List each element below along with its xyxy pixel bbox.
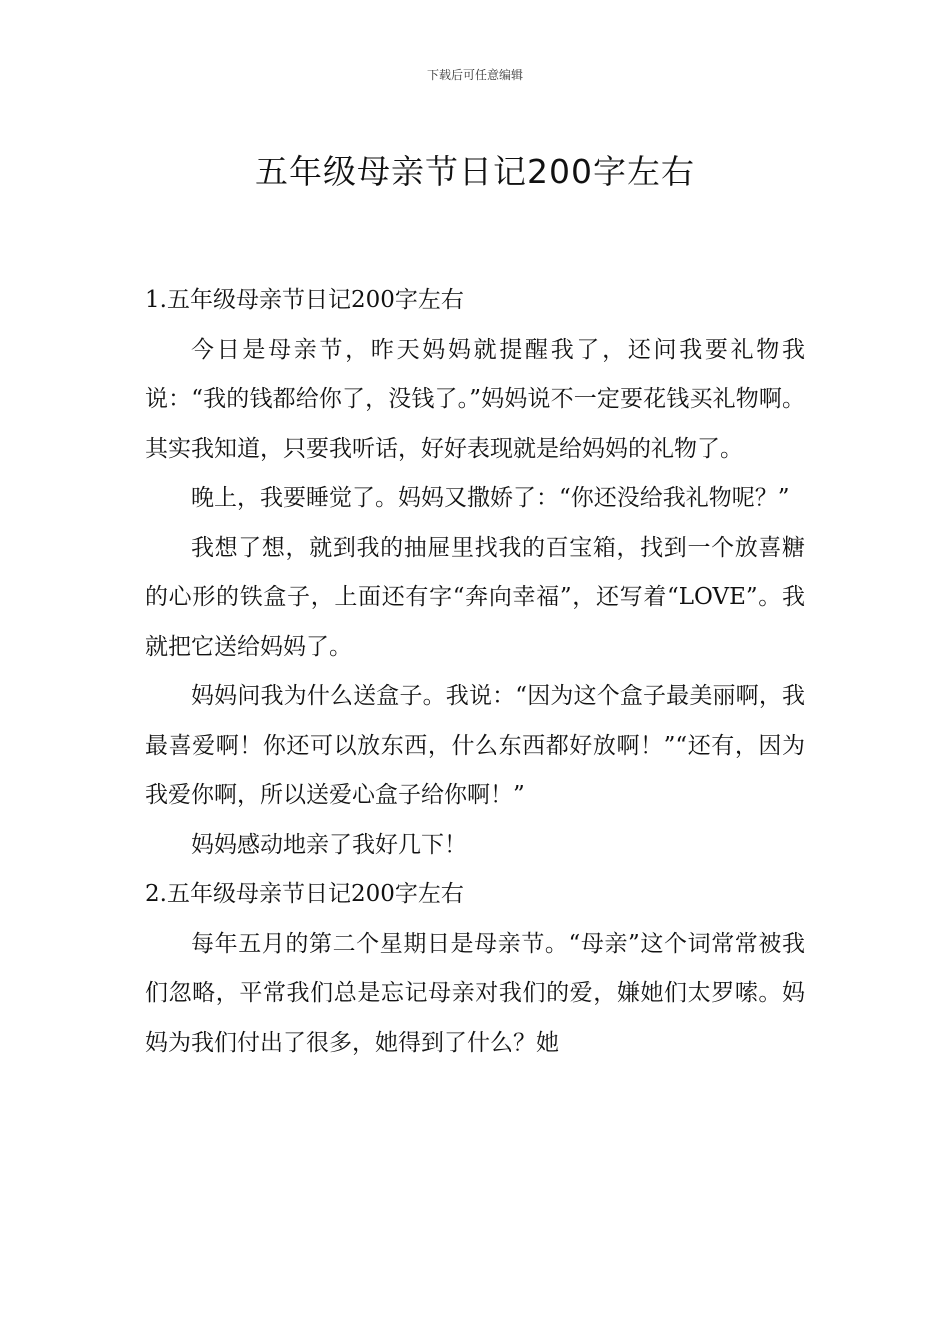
paragraph: 晚上，我要睡觉了。妈妈又撒娇了：“你还没给我礼物呢？” [191,485,790,511]
paragraph: 我想了想，就到我的抽屉里找我的百宝箱，找到一个放喜糖的心形的铁盒子，上面还有字“奔向幸福”，还写着“LOVE”。我就把它送给妈妈了。 [145,534,805,660]
document-title: 五年级母亲节日记200字左右 [255,152,695,192]
header-note: 下载后可任意编辑 [426,68,523,82]
paragraph: 每年五月的第二个星期日是母亲节。“母亲”这个词常常被我们忽略，平常我们总是忘记母亲对我们的爱，嫌她们太罗嗦。妈妈为我们付出了很多，她得到了什么？她 [145,930,805,1056]
paragraph: 今日是母亲节，昨天妈妈就提醒我了，还问我要礼物我说：“我的钱都给你了，没钱了。”妈妈说不一定要花钱买礼物啊。其实我知道，只要我听话，好好表现就是给妈妈的礼物了。 [145,336,805,462]
paragraph: 妈妈感动地亲了我好几下！ [191,831,467,858]
paragraph: 妈妈问我为什么送盒子。我说：“因为这个盒子最美丽啊，我最喜爱啊！你还可以放东西，什么东西都好放啊！”“还有，因为我爱你啊，所以送爱心盒子给你啊！” [145,683,805,808]
section-heading: 2.五年级母亲节日记200字左右 [145,881,464,907]
section-heading: 1.五年级母亲节日记200字左右 [145,287,464,313]
document-body [145,276,805,1068]
